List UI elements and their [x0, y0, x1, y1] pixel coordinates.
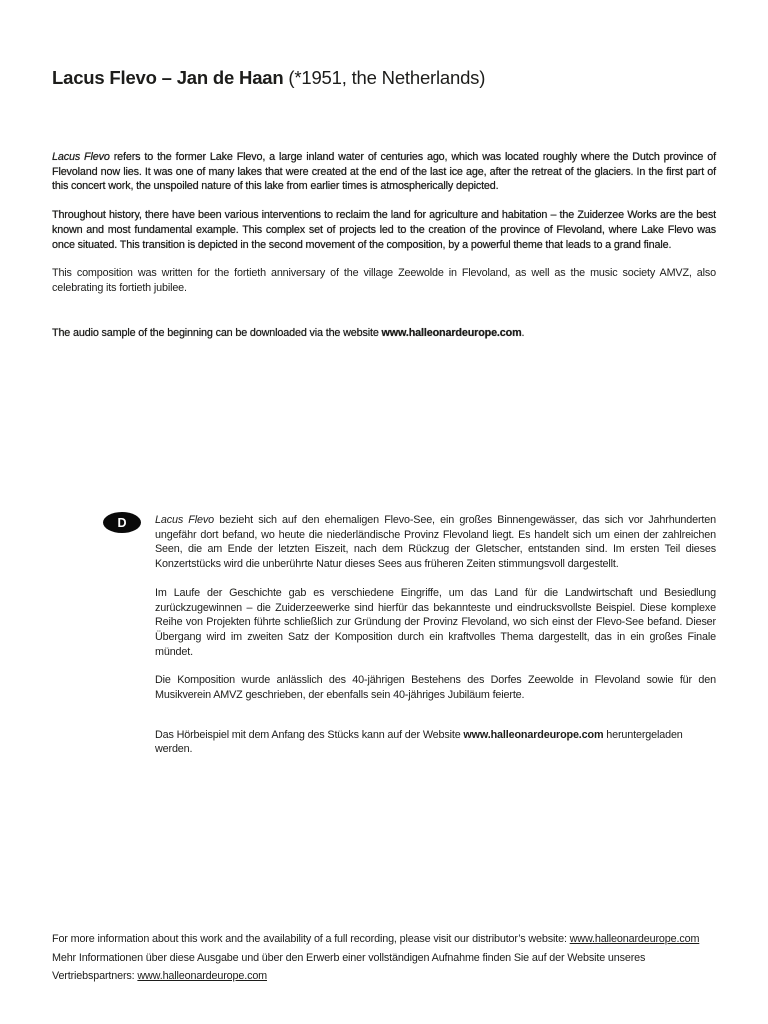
text-segment-bold: www.halleonardeurope.com [381, 326, 522, 339]
text-segment: heruntergeladen werden. [155, 728, 683, 756]
german-language-badge: D [103, 512, 141, 533]
text-segment: Die Komposition wurde anlässlich des 40-jährigen Bestehens des Dorfes Zeewolde in Flevoland sowie für den Musikverein AMVZ geschrieben, der ebenfalls sein 40-jähriges Jubiläum feierte. [155, 674, 716, 702]
english-notes-section [52, 150, 716, 354]
composer-birth-info: (*1951, the Netherlands) [283, 67, 486, 89]
text-segment: The audio sample of the beginning can be downloaded via the website [52, 326, 382, 339]
text-segment: Throughout history, there have been various interventions to reclaim the land for agriculture and habitation – the Zuiderzee Works are the best known and most fundamental example. This complex set of projects led to the creation of the province of Flevoland, where Lake Flevo was once situated. This transition is depicted in the second movement of the composition, by a powerful theme that leads to a grand finale. [52, 209, 716, 251]
english-audio-sample-note [52, 326, 716, 341]
text-segment: Das Hörbeispiel mit dem Anfang des Stücks kann auf der Website [155, 728, 464, 741]
text-segment-bold: www.halleonardeurope.com [463, 728, 604, 741]
german-audio-sample-note [155, 728, 716, 757]
page-title [52, 67, 485, 89]
text-segment: bezieht sich auf den ehemaligen Flevo-See, ein großes Binnengewässer, das sich vor Jahrhunderten ungefähr dort befand, wo heute die niederländische Provinz Flevoland liegt. Es handelt sich um einen der zahlreichen Seen, die am Ende der letzten Eiszeit, nach dem Rückzug der Gletscher, entstanden sind. Im ersten Teil dieses Konzertstücks wird die unberührte Natur dieses Sees aus früheren Zeiten stimmungsvoll dargestellt. [155, 514, 716, 571]
german-paragraph-3 [155, 673, 716, 702]
english-paragraph-3 [52, 266, 716, 295]
distributor-website-link[interactable]: www.halleonardeurope.com [569, 933, 700, 945]
text-segment: Im Laufe der Geschichte gab es verschiedene Eingriffe, um das Land für die Landwirtschaft und Besiedlung zurückzugewinnen – die Zuiderzeewerke sind hierfür das bekannteste und eindrucksvollste Beispiel. Diese komplexe Reihe von Projekten führte schließlich zur Gründung der Provinz Flevoland, wo sich einst der Flevo-See befand. Dieser Übergang wird im zweiten Satz der Komposition durch ein kraftvolles Thema dargestellt, das in ein großes Finale mündet. [155, 586, 716, 658]
text-segment-italic: Lacus Flevo [155, 514, 214, 526]
english-paragraph-2 [52, 208, 716, 252]
text-segment-italic: Lacus Flevo [52, 151, 110, 163]
distributor-footer [52, 930, 728, 986]
german-paragraph-1 [155, 513, 716, 572]
work-and-composer: Lacus Flevo – Jan de Haan [52, 67, 284, 89]
text-segment: This composition was written for the fortieth anniversary of the village Zeewolde in Flevoland, as well as the music society AMVZ, also celebrating its fortieth jubilee. [52, 267, 716, 294]
german-paragraph-2 [155, 586, 716, 660]
text-segment: For more information about this work and the availability of a full recording, please visit our distributor’s website: [52, 933, 570, 945]
footer-english-line [52, 930, 728, 949]
footer-german-line [52, 949, 728, 986]
english-paragraph-1 [52, 150, 716, 194]
text-segment: . [521, 326, 525, 339]
text-segment: Mehr Informationen über diese Ausgabe und über den Erwerb einer vollständigen Aufnahme finden Sie auf der Website unseres Vertriebspartners: [52, 951, 646, 982]
text-segment: refers to the former Lake Flevo, a large inland water of centuries ago, which was located roughly where the Dutch province of Flevoland now lies. It was one of many lakes that were created at the end of the last ice age, after the retreat of the glaciers. In the first part of this concert work, the unspoiled nature of this lake from earlier times is atmospherically depicted. [52, 151, 716, 193]
distributor-website-link[interactable]: www.halleonardeurope.com [137, 970, 268, 982]
german-notes-section [155, 513, 716, 771]
